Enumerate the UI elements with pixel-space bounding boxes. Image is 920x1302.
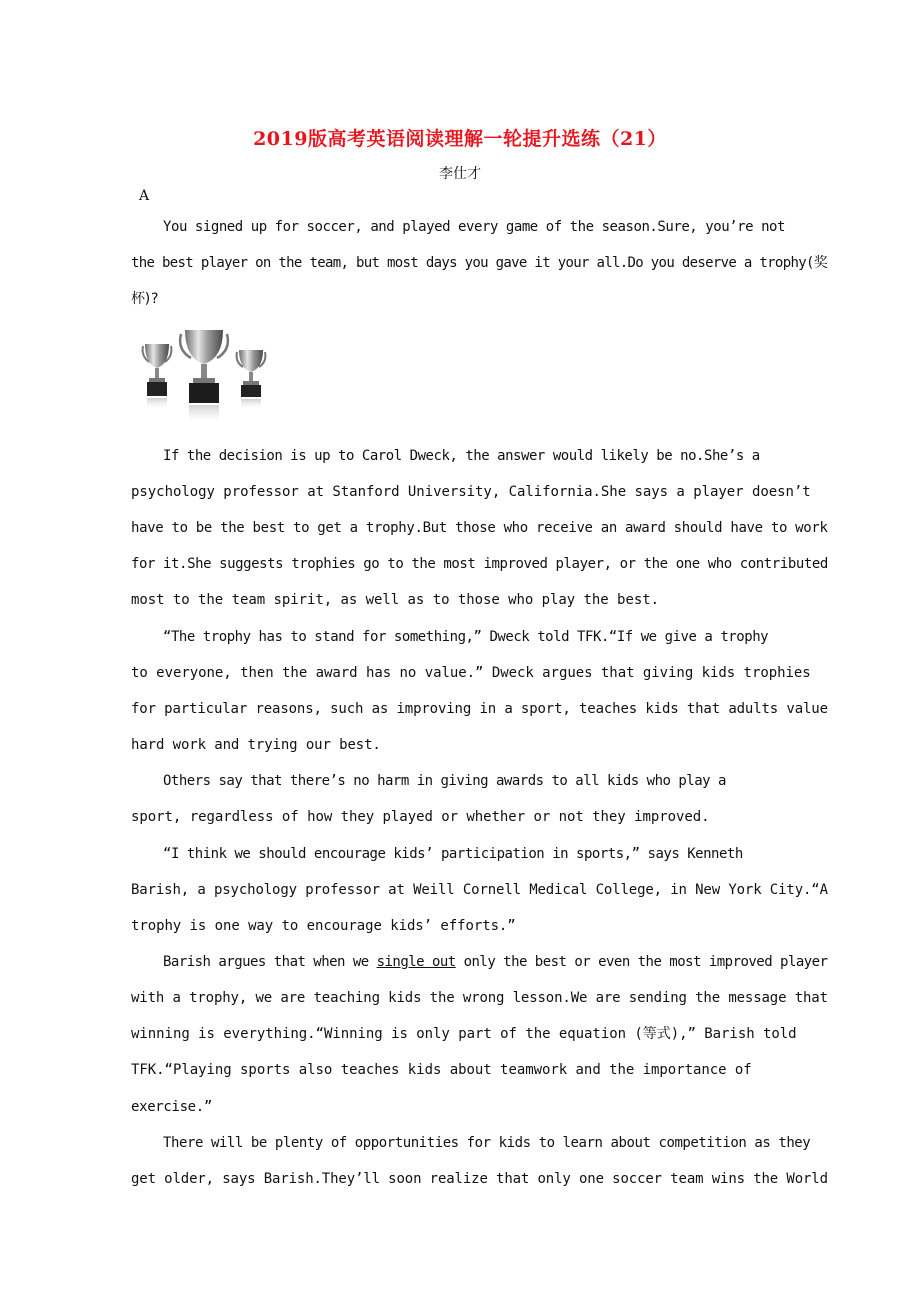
paragraph-line: trophy is one way to encourage kids’ efforts.” [131,918,516,934]
paragraph-line: most to the team spirit, as well as to those who play the best. [131,592,659,608]
paragraph-line: hard work and trying our best. [131,737,381,753]
paragraph-line: to everyone, then the award has no value.” Dweck argues that giving kids trophies [131,665,811,681]
paragraph-line: You signed up for soccer, and played every game of the season.Sure, you’re not [163,219,785,235]
text-run: only the best or even the most improved player [455,954,828,970]
paragraph-line [163,952,863,972]
paragraph-line: If the decision is up to Carol Dweck, the answer would likely be no.She’s a [163,448,760,464]
paragraph-line: sport, regardless of how they played or whether or not they improved. [131,809,710,825]
paragraph-line: for it.She suggests trophies go to the most improved player, or the one who contributed [131,556,828,572]
paragraph-line: with a trophy, we are teaching kids the wrong lesson.We are sending the message that [131,990,828,1006]
paragraph-line: have to be the best to get a trophy.But those who receive an award should have to work [131,520,828,536]
paragraph-line: 杯)? [131,291,158,307]
paragraph-line: for particular reasons, such as improving in a sport, teaches kids that adults value [131,701,828,717]
paragraph-line: get older, says Barish.They’ll soon realize that only one soccer team wins the World [131,1171,828,1187]
paragraph-line: TFK.“Playing sports also teaches kids about teamwork and the importance of [131,1062,752,1078]
text-run: Barish argues that when we [163,954,377,970]
paragraph-line: winning is everything.“Winning is only part of the equation (等式),” Barish told [131,1026,797,1042]
paragraph-line: There will be plenty of opportunities for kids to learn about competition as they [163,1135,811,1151]
paragraph-line: Others say that there’s no harm in giving awards to all kids who play a [163,773,726,789]
page-title: 2019版高考英语阅读理解一轮提升选练（21） [253,128,667,150]
paragraph-line: “I think we should encourage kids’ participation in sports,” says Kenneth [163,846,743,862]
paragraph-line: Barish, a psychology professor at Weill Cornell Medical College, in New York City.“A [131,882,828,898]
paragraph-line: the best player on the team, but most days you gave it your all.Do you deserve a trophy(奖 [131,255,828,271]
paragraph-line: “The trophy has to stand for something,” Dweck told TFK.“If we give a trophy [163,629,769,645]
underlined-phrase: single out [376,954,456,970]
section-label: A [139,188,150,204]
trophies-image [131,322,279,434]
author-name: 李仕才 [439,166,481,182]
paragraph-line: exercise.” [131,1099,212,1115]
paragraph-line: psychology professor at Stanford University, California.She says a player doesn’t [131,484,811,500]
